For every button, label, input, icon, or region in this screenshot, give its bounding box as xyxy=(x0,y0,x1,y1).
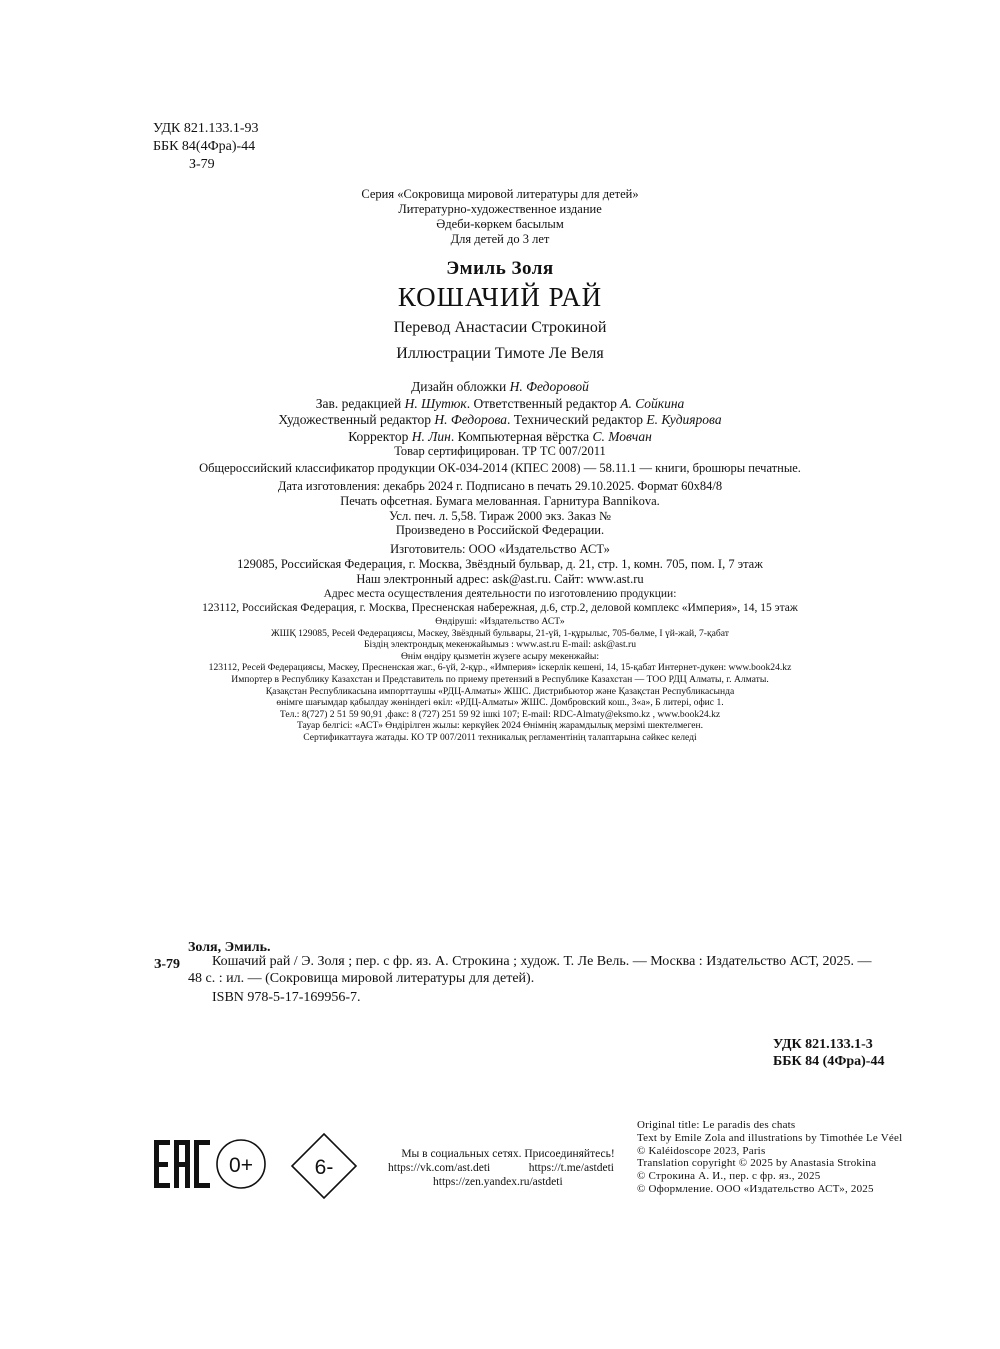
kazakh-info xyxy=(0,616,1000,744)
manufacturer-line: Изготовитель: ООО «Издательство АСТ» xyxy=(390,542,610,556)
credit-line: Дизайн обложки Н. Федоровой xyxy=(411,379,589,394)
print-line: Дата изготовления: декабрь 2024 г. Подписано в печать 29.10.2025. Формат 60x84/8 xyxy=(277,479,723,493)
kz-line: 123112, Ресей Федерациясы, Мәскеу, Пресненская жаг., 6-үй, 2-құр., «Империя» іскерлік кешені, 14, 15-қабат Интернет-дукен: www.book24.kz xyxy=(208,662,792,674)
udk-code: УДК 821.133.1-93 xyxy=(153,121,259,136)
copyright-line: © Оформление. ООО «Издательство АСТ», 2025 xyxy=(637,1182,874,1195)
copyright-line: Text by Emile Zola and illustrations by Timothée Le Véel xyxy=(637,1131,903,1144)
credit-line: Зав. редакцией Н. Шутюк. Ответственный редактор А. Сойкина xyxy=(315,395,685,411)
isbn: ISBN 978-5-17-169956-7. xyxy=(212,990,361,1005)
address-line: Адрес места осуществления деятельности по изготовлению продукции: xyxy=(323,588,677,600)
print-line: Усл. печ. л. 5,58. Тираж 2000 экз. Заказ № xyxy=(389,509,611,523)
age-0-plus-icon xyxy=(217,1140,265,1188)
print-line: Печать офсетная. Бумага мелованная. Гарнитура Bannikova. xyxy=(340,494,660,508)
copyright-line: © Строкина А. И., пер. с фр. яз., 2025 xyxy=(637,1170,821,1183)
copyright-line: Original title: Le paradis des chats xyxy=(637,1119,796,1131)
kz-line: Біздің электрондық мекенжайымыз : www.ast.ru E-mail: ask@ast.ru xyxy=(363,639,637,651)
bib-line: Кошачий рай / Э. Золя ; пер. с фр. яз. А. Строкина ; худож. Т. Ле Вель. — Москва : Издательство АСТ, 2025. — xyxy=(212,954,872,969)
author-sign: З-79 xyxy=(189,157,215,172)
bbk-code: ББК 84(4Фра)-44 xyxy=(153,139,256,154)
certification-note: Товар сертифицирован. ТР ТС 007/2011 xyxy=(394,444,606,458)
kz-line: Өнім өндіру қызметін жүзеге асыру мекенжайы: xyxy=(400,650,600,662)
copyright-line: Translation copyright © 2025 by Anastasia Strokina xyxy=(637,1157,877,1170)
social-links xyxy=(388,1147,628,1189)
series-info xyxy=(0,187,1000,247)
manufacturer-info xyxy=(0,542,1000,587)
series-line: Литературно-художественное издание xyxy=(398,202,602,216)
translator-credit: Перевод Анастасии Строкиной xyxy=(393,319,607,336)
telegram-link: https://t.me/astdeti xyxy=(528,1162,614,1174)
print-info xyxy=(0,479,1000,524)
marks-svg xyxy=(150,1132,370,1202)
address-line: 123112, Российская Федерация, г. Москва, Пресненская набережная, д.6, стр.2, деловой комплекс «Империя», 14, 15 этаж xyxy=(202,602,798,614)
made-in-note: Произведено в Российской Федерации. xyxy=(395,523,605,537)
manufacturer-line: 129085, Российская Федерация, г. Москва, Звёздный бульвар, д. 21, стр. 1, комн. 705, пом. I, 7 этаж xyxy=(237,557,763,571)
classification-codes-top xyxy=(153,120,259,174)
production-address xyxy=(0,587,1000,615)
zen-link: https://zen.yandex.ru/astdeti xyxy=(433,1176,563,1188)
copyright-block xyxy=(637,1119,902,1196)
illustrator-credit: Иллюстрации Тимоте Ле Веля xyxy=(396,345,604,362)
kz-line: Сертификаттауға жатады. КО ТР 007/2011 техникалық регламентінің талаптарына сәйкес келеді xyxy=(303,731,697,743)
credit-line: Художественный редактор Н. Федорова. Технический редактор Е. Кудиярова xyxy=(278,412,722,427)
product-classifier: Общероссийский классификатор продукции ОК-034-2014 (КПЕС 2008) — 58.11.1 — книги, брошюры печатные. xyxy=(199,461,801,475)
bib-description xyxy=(188,953,928,987)
rating-label: 6- xyxy=(314,1156,334,1179)
kz-line: Импортер в Республику Казахстан и Представитель по приему претензий в Республике Казахстан — ТОО РДЦ Алматы, г. Алматы. xyxy=(231,673,769,685)
kz-line: Тауар белгісі: «АСТ» Өндірілген жылы: керкүйек 2024 Өнімнің жарамдылық мерзімі шектелмеген. xyxy=(296,720,704,732)
kz-line: ЖШҚ 129085, Ресей Федерациясы, Мәскеу, Звёздный бульвары, 21-үй, 1-құрылыс, 705-бөлме, I үй-жай, 7-қабат xyxy=(271,627,729,639)
rating-6-minus-icon xyxy=(292,1134,356,1198)
editorial-credits xyxy=(0,379,1000,445)
kz-line: Тел.: 8(727) 2 51 59 90,91 ,факс: 8 (727) 251 59 92 ішкі 107; E-mail: RDC-Almaty@eksmo.kz , www.book24.kz xyxy=(279,708,721,720)
bib-sign: З-79 xyxy=(154,957,181,972)
social-heading: Мы в социальных сетях. Присоединяйтесь! xyxy=(401,1148,615,1160)
udk-code: УДК 821.133.1-3 xyxy=(773,1037,873,1052)
copyright-line: © Kaléidoscope 2023, Paris xyxy=(637,1144,766,1157)
bib-author: Золя, Эмиль. xyxy=(188,940,271,955)
credit-line: Корректор Н. Лин. Компьютерная вёрстка С. Мовчан xyxy=(348,428,652,444)
series-line: Для детей до 3 лет xyxy=(450,232,550,246)
book-title: КОШАЧИЙ РАЙ xyxy=(397,282,603,312)
series-line: Әдеби-көркем басылым xyxy=(436,217,564,231)
kz-line: өнімге шағымдар қабылдау жөніндегі өкіл: «РДЦ-Алматы» ЖШС. Домбровский кош., 3«а», Б литері, офис 1. xyxy=(276,697,724,709)
kz-line: Қазақстан Республикасына импорттаушы «РДЦ-Алматы» ЖШС. Дистрибьютор және Қазақстан Республикасында xyxy=(265,685,735,697)
manufacturer-line: Наш электронный адрес: ask@ast.ru. Сайт: www.ast.ru xyxy=(356,572,644,586)
book-author: Эмиль Золя xyxy=(446,258,554,279)
classification-codes-bottom xyxy=(773,1036,884,1070)
social-row xyxy=(388,1161,628,1175)
age-label: 0+ xyxy=(229,1154,253,1177)
series-line: Серия «Сокровища мировой литературы для детей» xyxy=(361,187,639,201)
bbk-code: ББК 84 (4Фра)-44 xyxy=(773,1054,885,1069)
bib-line: 48 с. : ил. — (Сокровища мировой литературы для детей). xyxy=(188,971,535,986)
vk-link: https://vk.com/ast.deti xyxy=(388,1162,491,1174)
eac-mark-icon xyxy=(154,1140,210,1188)
kz-line: Өндіруші: «Издательство АСТ» xyxy=(435,616,565,627)
certification-marks xyxy=(150,1132,370,1202)
